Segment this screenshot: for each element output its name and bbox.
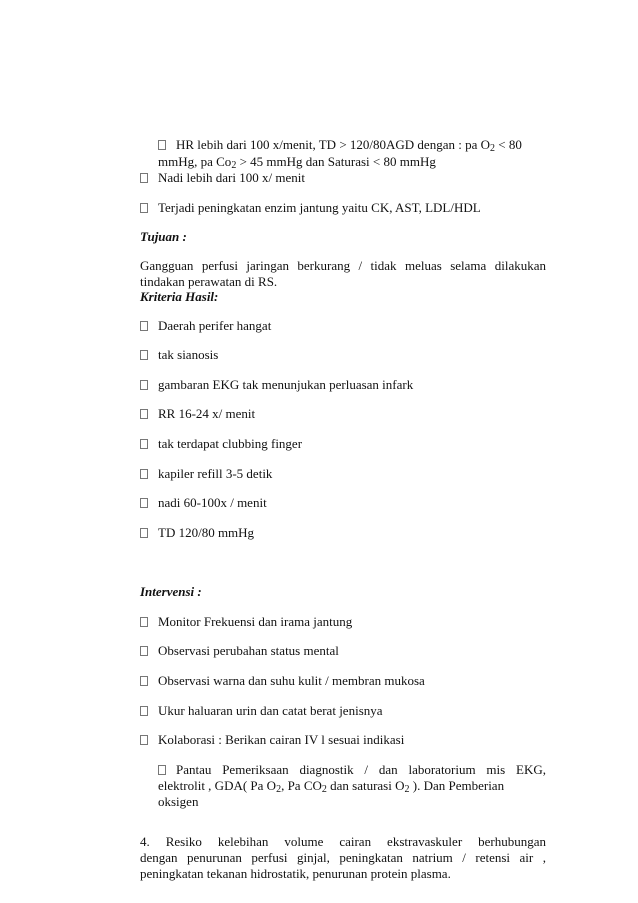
intervensi-item: Observasi perubahan status mental: [140, 643, 546, 659]
bullet-enzim: Terjadi peningkatan enzim jantung yaitu CK, AST, LDL/HDL: [140, 200, 546, 216]
tujuan-text-line1: Gangguan perfusi jaringan berkurang / tidak meluas selama dilakukan: [140, 258, 546, 273]
tujuan-heading: Tujuan :: [140, 229, 187, 244]
bullet-nadi: Nadi lebih dari 100 x/ menit: [140, 170, 546, 186]
intervensi-pantau-line2: elektrolit , GDA( Pa O2, Pa CO2 dan saturasi O2 ). Dan Pemberian: [158, 778, 505, 795]
intervensi-item: Ukur haluaran urin dan catat berat jenisnya: [140, 703, 546, 719]
diagnosa-4-line3: peningkatan tekanan hidrostatik, penurunan protein plasma.: [140, 866, 451, 881]
diagnosa-4-line2: dengan penurunan perfusi ginjal, peningkatan natrium / retensi air ,: [140, 850, 546, 865]
tujuan-text-line2: tindakan perawatan di RS.: [140, 274, 278, 289]
bullet-box-icon: [140, 676, 148, 686]
kriteria-item: nadi 60-100x / menit: [140, 495, 546, 511]
bullet-hr: HR lebih dari 100 x/menit, TD > 120/80AGD dengan : pa O2 < 80: [158, 137, 546, 155]
intervensi-item: Monitor Frekuensi dan irama jantung: [140, 614, 546, 630]
kriteria-item: gambaran EKG tak menunjukan perluasan infark: [140, 377, 546, 393]
bullet-box-icon: [140, 380, 148, 390]
bullet-box-icon: [140, 498, 148, 508]
bullet-box-icon: [158, 140, 166, 150]
bullet-box-icon: [140, 617, 148, 627]
intervensi-pantau-line3: oksigen: [158, 794, 199, 809]
bullet-box-icon: [140, 706, 148, 716]
bullet-box-icon: [140, 528, 148, 538]
kriteria-item: RR 16-24 x/ menit: [140, 406, 546, 422]
bullet-box-icon: [158, 765, 166, 775]
bullet-box-icon: [140, 409, 148, 419]
bullet-box-icon: [140, 173, 148, 183]
kriteria-item: tak sianosis: [140, 347, 546, 363]
kriteria-item: kapiler refill 3-5 detik: [140, 466, 546, 482]
bullet-box-icon: [140, 350, 148, 360]
kriteria-item: tak terdapat clubbing finger: [140, 436, 546, 452]
kriteria-heading: Kriteria Hasil:: [140, 289, 219, 304]
bullet-box-icon: [140, 646, 148, 656]
bullet-hr-continued: mmHg, pa Co2 > 45 mmHg dan Saturasi < 80 mmHg: [158, 154, 436, 171]
bullet-box-icon: [140, 469, 148, 479]
kriteria-item: TD 120/80 mmHg: [140, 525, 546, 541]
intervensi-pantau-line1: Pantau Pemeriksaan diagnostik / dan laboratorium mis EKG,: [158, 762, 546, 778]
intervensi-item: Observasi warna dan suhu kulit / membran mukosa: [140, 673, 546, 689]
kriteria-item: Daerah perifer hangat: [140, 318, 546, 334]
intervensi-item: Kolaborasi : Berikan cairan IV l sesuai indikasi: [140, 732, 546, 748]
diagnosa-4-line1: 4. Resiko kelebihan volume cairan ekstravaskuler berhubungan: [140, 834, 546, 849]
bullet-box-icon: [140, 439, 148, 449]
bullet-box-icon: [140, 321, 148, 331]
intervensi-heading: Intervensi :: [140, 584, 202, 599]
bullet-box-icon: [140, 203, 148, 213]
bullet-box-icon: [140, 735, 148, 745]
